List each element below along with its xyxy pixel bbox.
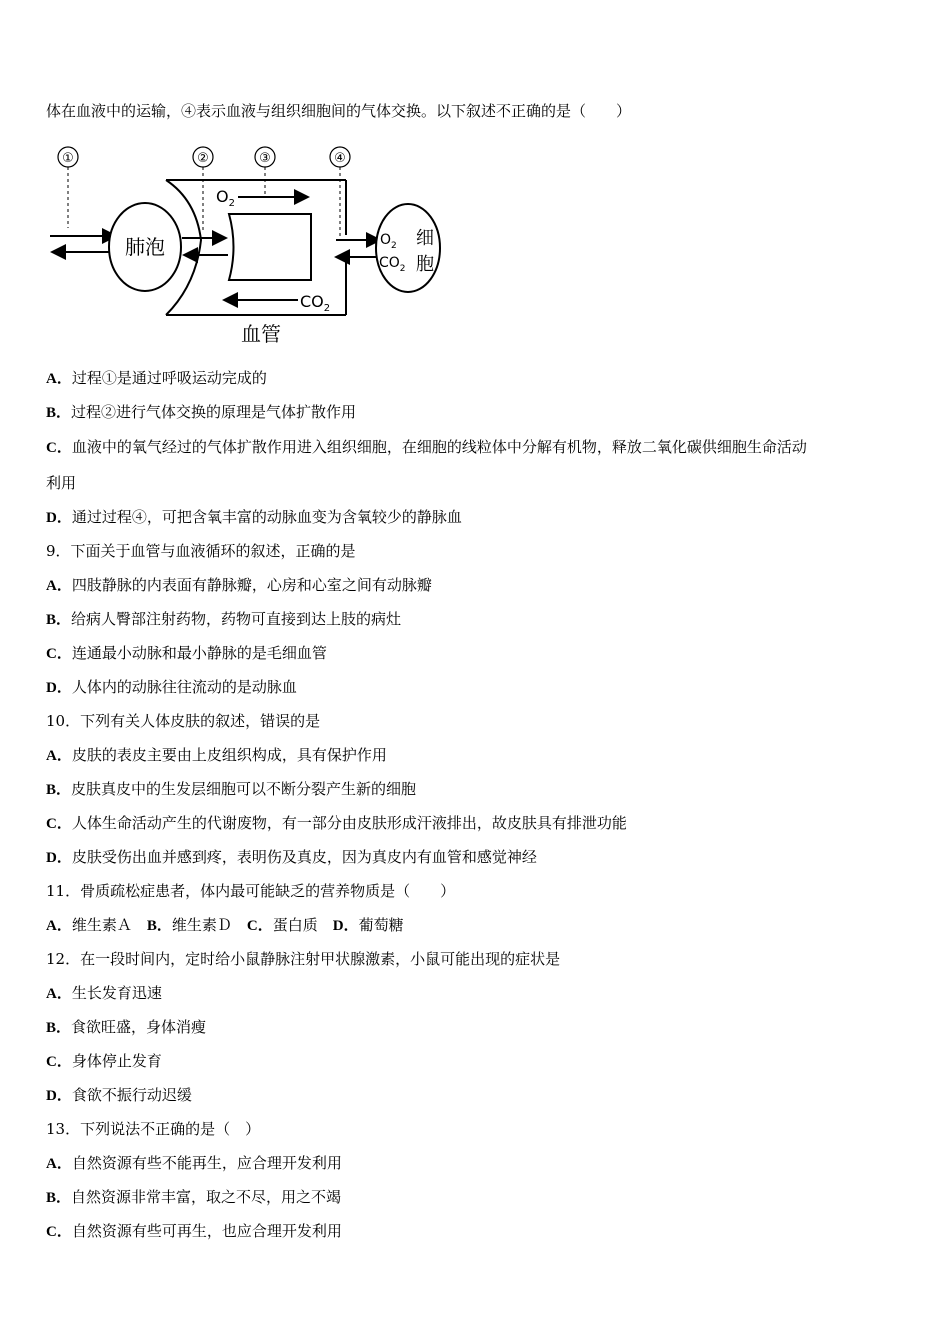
- svg-text:O2: $O_2$: [216, 187, 235, 209]
- q13-option-c: C．自然资源有些可再生，也应合理开发利用: [46, 1222, 342, 1240]
- q10-option-c: C．人体生命活动产生的代谢废物，有一部分由皮肤形成汗液排出，故皮肤具有排泄功能: [46, 814, 627, 832]
- q10-option-a: A．皮肤的表皮主要由上皮组织构成，具有保护作用: [46, 746, 387, 764]
- tissue-cell: [376, 204, 440, 292]
- svg-text:CO2: $CO_2$: [379, 255, 406, 274]
- q13-stem: 13．下列说法不正确的是（ ）: [46, 1120, 261, 1138]
- q10-stem: 10．下列有关人体皮肤的叙述，错误的是: [46, 712, 321, 730]
- q8-option-b: B．过程②进行气体交换的原理是气体扩散作用: [46, 403, 357, 421]
- q11-stem: 11．骨质疏松症患者，体内最可能缺乏的营养物质是（ ）: [46, 882, 456, 900]
- q9-option-b: B．给病人臀部注射药物，药物可直接到达上肢的病灶: [46, 610, 402, 628]
- q8-option-c-continued: 利用: [46, 474, 77, 492]
- question-intro: 体在血液中的运输，④表示血液与组织细胞间的气体交换。以下叙述不正确的是（ ）: [46, 102, 632, 120]
- q11-options: A．维生素Ａ B．维生素Ｄ C．蛋白质 D．葡萄糖: [46, 916, 404, 934]
- o2-label-top: [216, 187, 235, 209]
- svg-text:①: ①: [62, 151, 74, 166]
- marker-1: [58, 147, 78, 167]
- svg-text:CO2: $CO_2$: [300, 292, 331, 314]
- q8-option-c: C．血液中的氧气经过的气体扩散作用进入组织细胞，在细胞的线粒体中分解有机物，释放二氧化碳供细胞生命活动: [46, 438, 807, 456]
- svg-text:肺泡: 肺泡: [125, 235, 165, 259]
- q13-option-a: A．自然资源有些不能再生，应合理开发利用: [46, 1154, 342, 1172]
- svg-text:③: ③: [259, 151, 271, 166]
- marker-3: [255, 147, 275, 167]
- q13-option-b: B．自然资源非常丰富，取之不尽，用之不竭: [46, 1188, 342, 1206]
- q8-option-a: A．过程①是通过呼吸运动完成的: [46, 369, 267, 387]
- q10-option-b: B．皮肤真皮中的生发层细胞可以不断分裂产生新的细胞: [46, 780, 417, 798]
- q8-option-d: D．通过过程④，可把含氧丰富的动脉血变为含氧较少的静脉血: [46, 508, 462, 526]
- q12-option-d: D．食欲不振行动迟缓: [46, 1086, 192, 1104]
- q12-stem: 12．在一段时间内，定时给小鼠静脉注射甲状腺激素，小鼠可能出现的症状是: [46, 950, 561, 968]
- q10-option-d: D．皮肤受伤出血并感到疼，表明伤及真皮，因为真皮内有血管和感觉神经: [46, 848, 537, 866]
- co2-label-bottom: [300, 292, 330, 314]
- marker-4: [330, 147, 350, 167]
- svg-text:胞: 胞: [416, 254, 434, 275]
- alveolus: [109, 203, 181, 291]
- q9-option-d: D．人体内的动脉往往流动的是动脉血: [46, 678, 297, 696]
- svg-text:O2: $O_2$: [380, 232, 397, 251]
- q9-stem: 9．下面关于血管与血液循环的叙述，正确的是: [46, 542, 356, 560]
- q9-option-a: A．四肢静脉的内表面有静脉瓣，心房和心室之间有动脉瓣: [46, 576, 432, 594]
- vessel-label: 血管: [241, 322, 281, 346]
- svg-text:②: ②: [197, 151, 209, 166]
- marker-2: [193, 147, 213, 167]
- q12-option-c: C．身体停止发育: [46, 1052, 162, 1070]
- svg-text:④: ④: [334, 151, 346, 166]
- q12-option-a: A．生长发育迅速: [46, 984, 162, 1002]
- gas-exchange-diagram: [46, 140, 446, 350]
- q12-option-b: B．食欲旺盛，身体消瘦: [46, 1018, 207, 1036]
- q9-option-c: C．连通最小动脉和最小静脉的是毛细血管: [46, 644, 327, 662]
- svg-text:细: 细: [416, 228, 434, 249]
